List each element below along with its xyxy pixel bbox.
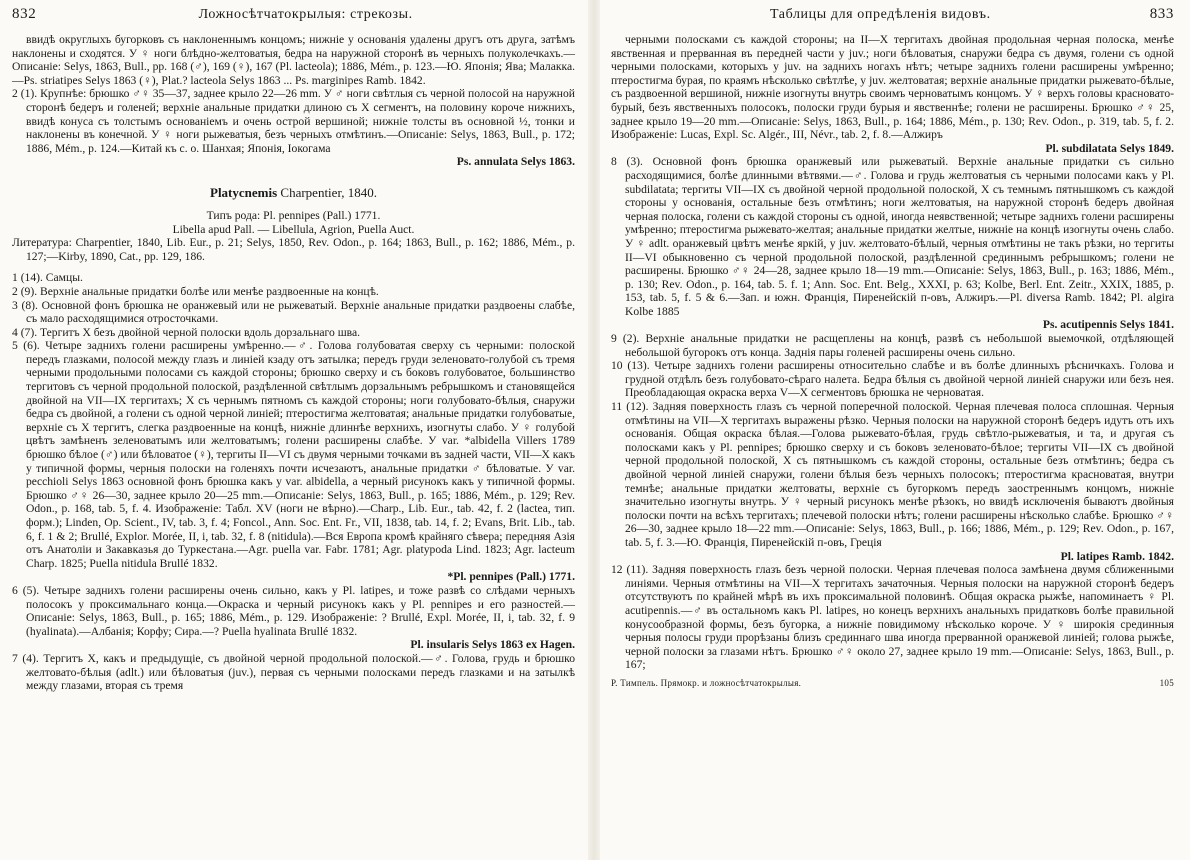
species-name: Ps. acutipennis Selys 1841. xyxy=(1042,318,1174,332)
key-couplet: 4 (7). Тергитъ X безъ двойной черной полоски вдоль дорзальнаго шва. xyxy=(12,325,361,339)
key-couplet: 5 (6). Четыре заднихъ голени расширены умѣренно.—♂. Голова голубоватая сверху съ черными: полоской передъ глазками, полосой между глазъ и линiей кзаду отъ затылка; передъ груди зеленовато-голубой съ тремя черными продольными полосами съ каждой стороны; брюшко сверху и съ боковъ голубоватое, большинство тергитовъ съ черной продольной полоской, раздѣленной свѣтлымъ дорзальнымъ ребрышкомъ и становящейся двойной на VII—IX тергитахъ; X съ чернымъ пятномъ съ каждой стороны; ноги голубовато-бѣлыя, снаружи бедра съ двойной, а голени съ одной черной линiей; птеростигма желтоватая; анальные придатки голубоватые, верхнiе съ X тергитъ, слегка раздвоенные на концѣ, нижнiе длиннѣе верхнихъ, изогнуты слабо. У ♀ голубой цвѣтъ замѣненъ зеленоватымъ или желтоватымъ; голени расширены слабѣе. У var. *albidella Villers 1789 брюшко бѣлое (♂) или бѣловатое (♀), тергиты II—VI съ двумя черными точками въ задней части, VII—X какъ у типичной формы, черныя полоски на голеняхъ почти исчезаютъ, анальные придатки ♂ бѣловатые. У var. pecchioli Selys 1863 основной фонъ брюшка какъ у var. albidella, а черный рисунокъ какъ у типичной формы. Брюшко ♂♀ 26—30, заднее крыло 20—25 mm.—Описанiе: Selys, 1863, Bull., p. 165; 1886, Mém., p. 129; Rev. Odon., p. 168, tab. 5, f. 4. Изображенiе: Табл. XV (ноги не вѣрно).—Charp., Lib. Eur., tab. 42, f. 2 (lactea, тип. форм.); Linden, Op. Scient., IV, tab. 3, f. 4; Foncol., Ann. Soc. Ent. Fr., VII, 1838, tab. 14, f. 2; Evans, Brit. Lib., tab. 6, f. 1 & 2; Brullé, Explor. Morée, II, i, tab. 32, f. 8 (nitidula).—Вся Европа кромѣ крайняго сѣвера; передняя Азiя отъ Анатолiи и Закавказья до Туркестана.—Agr. puella var. Fabr. 1781; Agr. platypoda Lind. 1823; Agr. lacteum Charp. 1825; Puella nitidula Brullé 1832. xyxy=(12,339,575,570)
key-couplet: 1 (14). Самцы. xyxy=(12,271,83,285)
text-paragraph: ввидѣ округлыхъ бугорковъ съ наклоненнымъ концомъ; нижнiе у основанiя удалены другъ отъ друга, затѣмъ наклонены и сходятся. У ♀ ноги блѣдно-желтоватыя, бедра на наружной сторонѣ въ черныхъ полуколечкахъ.— Описанiе: Selys, 1863, Bull., pp. 168 (♂), 169 (♀), 167 (Pl. lacteola); 1886, Mém., p. 123.—Ю. Японiя; Ява; Малакка.—Ps. striatipes Selys 1863 (♀), Plat.? lacteola Selys 1863 ... Ps. marginipes Ramb. 1842. xyxy=(12,33,575,87)
footer-signature: Р. Тимпель. Прямокр. и ложносѣтчатокрылыя. xyxy=(611,677,802,688)
book-gutter xyxy=(588,0,600,860)
species-name: Pl. latipes Ramb. 1842. xyxy=(1060,549,1174,563)
species-name: Pl. subdilatata Selys 1849. xyxy=(1045,141,1174,155)
key-couplet: 10 (13). Четыре заднихъ голени расширены относительно слабѣе и въ болѣе длинныхъ рѣсничкахъ. Голова и грудной отдѣлъ безъ голубовато-сѣраго налета. Бедра бѣлыя съ двойной черной линiей снаружи или безъ нея. Преобладающая окраска верха V—X сегментовъ брюшка не черноватая. xyxy=(611,359,1174,400)
genus-heading xyxy=(12,185,575,201)
genus-synonyms: Libella apud Pall. — Libellula, Agrion, Puella Auct. xyxy=(172,222,415,236)
text-paragraph: черными полосками съ каждой стороны; на II—X тергитахъ двойная продольная черная полоска, менѣе явственная и прерванная въ передней части у juv.; ноги бѣловатыя, снаружи бедра съ двумя, голени съ одной черными полосками, которыхъ у juv. на заднихъ ногахъ нѣтъ; четыре заднихъ голени расширены умѣренно; птеростигма бурая, по краямъ нѣсколько свѣтлѣе, у juv. желтоватая; верхнiе анальные придатки рыжевато-бѣлые, съ раздвоенной вершиной, нижнiе изогнуты внутрь своимъ черноватымъ концомъ. У ♀ верхъ головы красновато-бурый, безъ явственныхъ полосокъ, полоски груди бурыя и явственнѣе; голени не расширены. Брюшко ♂♀ 25, заднее крыло 19—20 mm.—Описанiе: Selys, 1863, Bull., p. 164; 1886, Mém., p. 130; Rev. Odon., p. 319, tab. 5, f. 2. Изображенiе: Lucas, Expl. Sc. Algér., III, Névr., tab. 2, f. 8.—Алжиръ xyxy=(611,33,1174,142)
key-couplet: 12 (11). Задняя поверхность глазъ безъ черной полоски. Черная плечевая полоса замѣнена двумя сближенными линiями. Черныя отмѣтины на VII—X тергитахъ зачаточныя. Черныя полоски на наружной сторонѣ бедеръ отсутствуютъ по крайней мѣрѣ въ ихъ проксимальной половинѣ. Общая окраска рыжѣе, напоминаетъ ♀ Pl. acutipennis.—♂ въ остальномъ какъ Pl. latipes, но конецъ верхнихъ анальныхъ придатковъ болѣе правильной конусообразной формы, безъ бугорка, а нижнiе повидимому нѣсколько короче. У ♀ широкiя срединныя черныя полосы груди прорѣзаны близъ срединнаго шва иногда прерванной оранжевой линiей; голова рыжѣе, черной полоски за глазами нѣтъ. Брюшко ♂♀ около 27, заднее крыло 19 mm.—Описанiе: Selys, 1863, Bull., p. 167; xyxy=(611,563,1174,672)
key-couplet: 6 (5). Четыре заднихъ голени расширены очень сильно, какъ у Pl. latipes, и тоже развѣ со слѣдами черныхъ полосокъ у проксимальнаго конца.—Окраска и черный рисунокъ какъ у Pl. pennipes и его разностей.—Описанiе: Selys, 1863, Bull., p. 165; 1886, Mém., p. 129. Изображенiе: ? Brullé, Expl. Morée, II, i, tab. 32, f. 9 (hyalinata).—Албанiя; Корфу; Сира.—? Puella hyalinata Brullé 1832. xyxy=(12,583,575,638)
genus-name: Platycnemis xyxy=(210,184,278,200)
genus-type: Типъ рода: Pl. pennipes (Pall.) 1771. xyxy=(206,208,381,222)
left-page xyxy=(0,0,585,860)
left-running-title: Ложносѣтчатокрылыя: стрекозы. xyxy=(198,7,413,22)
genus-literature: Литература: Charpentier, 1840, Lib. Eur., p. 21; Selys, 1850, Rev. Odon., p. 164; 1863, Bull., p. 162; 1886, Mém., p. 127;—Kirby, 1890, Cat., pp. 129, 186. xyxy=(12,236,575,263)
key-couplet: 2 (9). Верхнiе анальные придатки болѣе или менѣе раздвоенные на концѣ. xyxy=(12,284,379,298)
page-footer xyxy=(611,678,1174,688)
footer-sheet-number: 105 xyxy=(1159,677,1174,688)
right-page-number: 833 xyxy=(1149,6,1174,22)
genus-author: Charpentier, 1840. xyxy=(280,184,377,200)
right-page xyxy=(603,0,1188,860)
key-couplet: 8 (3). Основной фонъ брюшка оранжевый или рыжеватый. Верхнiе анальные придатки съ сильно расходящимися, болѣе длинными вѣтвями.—♂. Голова и грудь желтоватыя съ черными полосами какъ у Pl. subdilatata; тергиты VII—IX съ двойной черной продольной полоской, X съ темнымъ пятнышкомъ съ каждой стороны у основанiя, остальные безъ отмѣтинъ; ноги желтоватыя, на наружной сторонѣ бедеръ двойная черная полоска, голени съ каждой стороны съ одной, иногда неявственной; четыре заднихъ голени расширены умѣренно; птеростигма рыжевато-желтая; анальные придатки желтые, нижнiе на концѣ изогнуты очень слабо. У ♀ adlt. оранжевый цвѣтъ менѣе яркiй, у juv. желтовато-бѣлый, черныя отмѣтины не такъ рѣзки, но тергиты II—VI обыкновенно съ черной продольной полоской, раздѣленной срединнымъ ребрышкомъ; голени не расширены. Брюшко ♂♀ 24—28, заднее крыло 18—19 mm.—Описанiе: Selys, 1863, Bull., p. 163; 1886, Mém., p. 130; Rev. Odon., p. 164, tab. 5. f. 1; Ann. Soc. Ent. Belg., XXXI, p. 63; Kolbe, Berl. Ent. Zeitr., XXIX, 1885, p. 153, tab. 5, f. 5 & 6.—Зап. и южн. Францiя, Пиренейскiй п-овъ, Алжиръ.—Pl. diversa Ramb. 1842; Pl. algira Kolbe 1885 xyxy=(611,155,1174,318)
species-name: Ps. annulata Selys 1863. xyxy=(456,155,575,169)
right-header xyxy=(611,6,1174,23)
key-couplet: 2 (1). Крупнѣе: брюшко ♂♀ 35—37, заднее крыло 22—26 mm. У ♂ ноги свѣтлыя съ черной полосой на наружной сторонѣ бедеръ и голеней; верхнiе анальные придатки длиною съ X сегментъ, на половину короче нижнихъ, ввидѣ конуса съ толстымъ основанiемъ и очень острой вершиной; нижнiе толсты въ основной ½, тонки и наклонены въ конечной. У ♀ ноги рыжеватыя, безъ черныхъ отмѣтинъ.—Описанiе: Selys, 1863, Bull., p. 172; 1886, Mém., p. 124.—Китай къ с. о. Шанхая; Японiя, Iокогама xyxy=(12,87,575,155)
species-name: *Pl. pennipes (Pall.) 1771. xyxy=(447,570,575,584)
key-couplet: 9 (2). Верхнiе анальные придатки не расщеплены на концѣ, развѣ съ небольшой выемочкой, отдѣляющей небольшой бугорокъ отъ конца. Заднiя пары голеней расширены очень сильно. xyxy=(611,332,1174,359)
key-couplet: 7 (4). Тергитъ X, какъ и предыдущiе, съ двойной черной продольной полоской.—♂. Голова, грудь и брюшко желтовато-бѣлыя (adlt.) или бѣловатыя (juv.), первая съ черными полосками передъ глазками и на затылкѣ между глазами, вторая съ тремя xyxy=(12,651,575,693)
left-header xyxy=(12,6,575,23)
key-couplet: 3 (8). Основной фонъ брюшка не оранжевый или не рыжеватый. Верхнiе анальные придатки раздвоены слабѣе, съ мало расходящимися отросточками. xyxy=(12,298,575,326)
right-running-title: Таблицы для опредѣленiя видовъ. xyxy=(769,7,991,22)
species-name: Pl. insularis Selys 1863 ex Hagen. xyxy=(410,638,575,652)
key-couplet: 11 (12). Задняя поверхность глазъ съ черной поперечной полоской. Черная плечевая полоса сплошная. Черныя отмѣтины на VII—X тергитахъ выражены рѣзко. Черныя полоски на наружной сторонѣ бедеръ идутъ отъ ихъ основанiя. Общая окраска бѣлая.—Голова рыжевато-бѣлая, грудь свѣтло-рыжеватыя, и та, и другая съ полосками какъ у Pl. pennipes; брюшко сверху и съ боковъ зеленовато-бѣлое; тергиты VII—IX съ двойной черной продольной полоской, X съ пятнышкомъ съ каждой стороны, остальные безъ отмѣтинъ; бедра съ двойной черной линiей снаружи, голени бѣлыя безъ черныхъ полосокъ; птеростигма красноватая, внутри темнѣе; анальные придатки желтоваты, верхнiе съ бугоркомъ передъ заостреннымъ концомъ, нижнiе значительно изогнуты внутрь. У ♀ черный рисунокъ менѣе рѣзокъ, но ввидѣ исключенiя бываютъ двойныя полоски почти на всѣхъ тергитахъ; плечевой полоски нѣтъ; голени расширены нѣсколько слабѣе. Брюшко ♂♀ 26—30, заднее крыло 18—22 mm.—Описанiе: Selys, 1863, Bull., p. 166; 1886, Mém., p. 129; Rev. Odon., p. 167, tab. 5, f. 3.—Ю. Францiя, Пиренейскiй п-овъ, Грецiя xyxy=(611,400,1174,549)
left-page-number: 832 xyxy=(12,6,37,22)
